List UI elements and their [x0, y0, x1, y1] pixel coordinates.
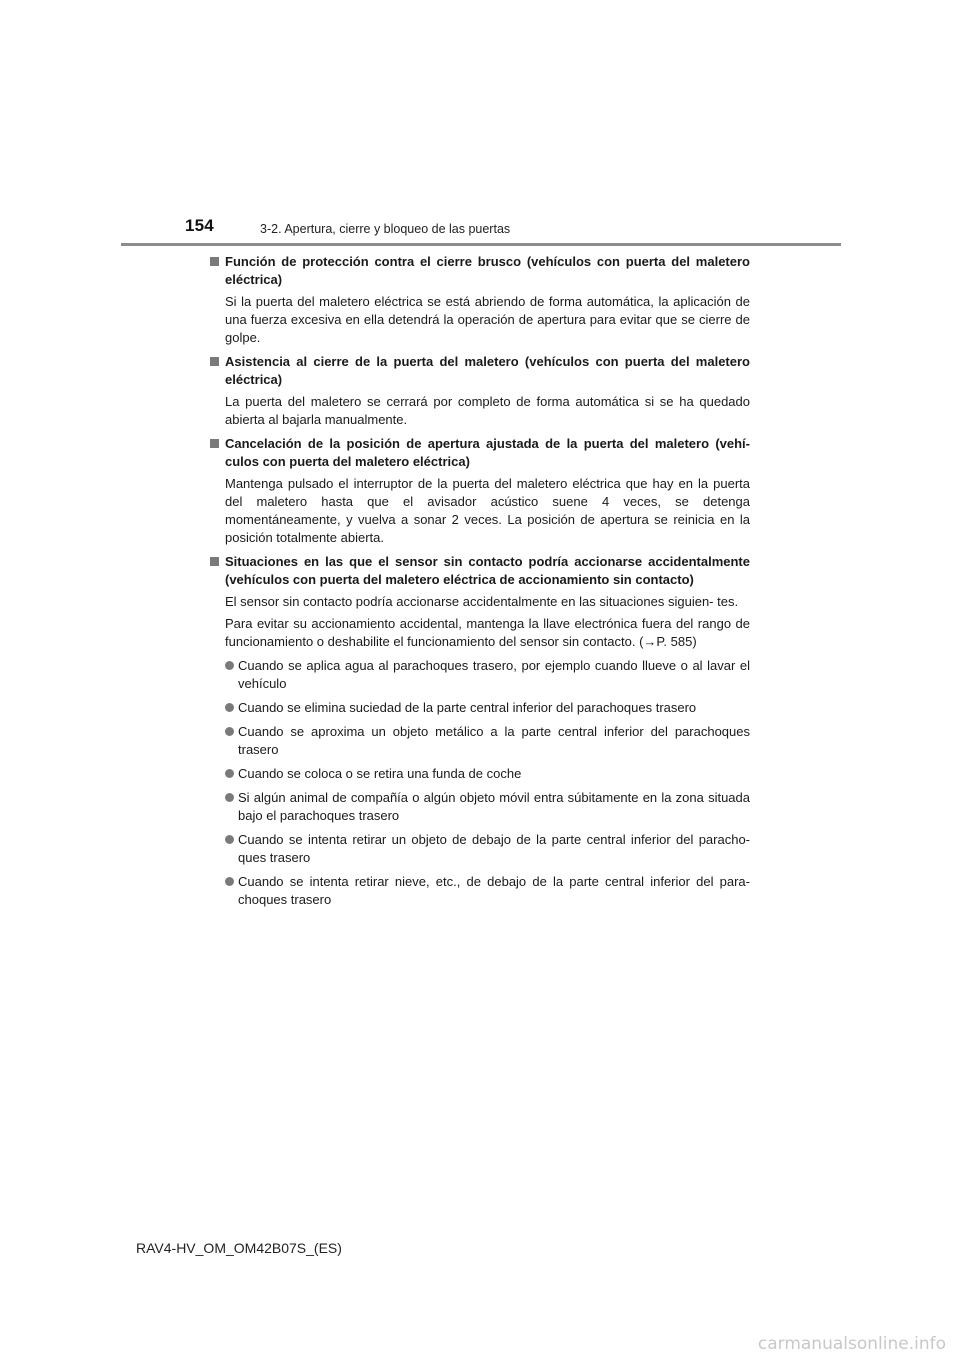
paragraph: La puerta del maletero se cerrará por completo de forma automática si se ha quedado abierta al bajarla manualmente.	[225, 394, 750, 427]
list-item	[225, 765, 750, 783]
item-heading-text: Situaciones en las que el sensor sin contacto podría accionarse accidentalmente (vehículos con puerta del maletero eléctrica de accionamiento sin contacto)	[225, 554, 750, 587]
section-title: 3-2. Apertura, cierre y bloqueo de las puertas	[260, 222, 511, 236]
circle-bullet-icon	[225, 769, 234, 778]
item-heading	[210, 253, 750, 289]
circle-bullet-icon	[225, 793, 234, 802]
circle-bullet-icon	[225, 835, 234, 844]
item-heading	[210, 353, 750, 389]
page-number: 154	[185, 216, 214, 235]
list-item	[225, 789, 750, 825]
list-item-text: Si algún animal de compañía o algún objeto móvil entra súbitamente en la zona situada bajo el parachoques trasero	[238, 790, 750, 823]
square-bullet-icon	[210, 357, 219, 366]
list-item	[225, 657, 750, 693]
paragraph: Mantenga pulsado el interruptor de la puerta del maletero eléctrica que hay en la puerta del maletero hasta que el avisador acústico suene 4 veces, se detenga momentáneamente, y vuelva a sonar 2 veces. La posición de apertura se reinicia en la posición totalmente abierta.	[225, 476, 750, 545]
section-item	[210, 253, 750, 347]
list-item-text: Cuando se coloca o se retira una funda de coche	[238, 766, 522, 781]
list-item-text: Cuando se aproxima un objeto metálico a la parte central inferior del parachoques trasero	[238, 724, 750, 757]
paragraph: El sensor sin contacto podría accionarse accidentalmente en las situaciones siguien- tes.	[225, 594, 739, 609]
item-heading-text: Cancelación de la posición de apertura ajustada de la puerta del maletero (vehí- culos con puerta del maletero eléctrica)	[225, 436, 750, 469]
section-item	[210, 553, 750, 909]
square-bullet-icon	[210, 257, 219, 266]
item-heading	[210, 435, 750, 471]
list-item-text: Cuando se intenta retirar nieve, etc., de debajo de la parte central inferior del para- choques trasero	[238, 874, 750, 907]
item-heading	[210, 553, 750, 589]
square-bullet-icon	[210, 557, 219, 566]
paragraph: Para evitar su accionamiento accidental, mantenga la llave electrónica fuera del rango de funcionamiento o deshabilite el funcionamiento del sensor sin contacto. (→P. 585)	[225, 616, 750, 649]
list-item	[225, 699, 750, 717]
watermark: carmanualsonline.info	[757, 1334, 946, 1354]
paragraph: Si la puerta del maletero eléctrica se está abriendo de forma automática, la aplicación de una fuerza excesiva en ella detendrá la operación de apertura para evitar que se cierre de golpe.	[225, 294, 750, 345]
item-heading-text: Función de protección contra el cierre brusco (vehículos con puerta del maletero eléctrica)	[225, 254, 750, 287]
item-heading-text: Asistencia al cierre de la puerta del maletero (vehículos con puerta del maletero eléctrica)	[225, 354, 750, 387]
circle-bullet-icon	[225, 703, 234, 712]
circle-bullet-icon	[225, 877, 234, 886]
section-item	[210, 353, 750, 429]
list-item-text: Cuando se aplica agua al parachoques trasero, por ejemplo cuando llueve o al lavar el vehículo	[238, 658, 750, 691]
list-item	[225, 723, 750, 759]
content	[210, 253, 750, 915]
circle-bullet-icon	[225, 661, 234, 670]
square-bullet-icon	[210, 439, 219, 448]
footer-doc-code: RAV4-HV_OM_OM42B07S_(ES)	[136, 1240, 342, 1256]
circle-bullet-icon	[225, 727, 234, 736]
header-rule	[121, 243, 841, 246]
section-item	[210, 435, 750, 547]
list-item-text: Cuando se intenta retirar un objeto de debajo de la parte central inferior del paracho- ques trasero	[238, 832, 750, 865]
list-item	[225, 873, 750, 909]
list-item	[225, 831, 750, 867]
list-item-text: Cuando se elimina suciedad de la parte central inferior del parachoques trasero	[238, 700, 697, 715]
